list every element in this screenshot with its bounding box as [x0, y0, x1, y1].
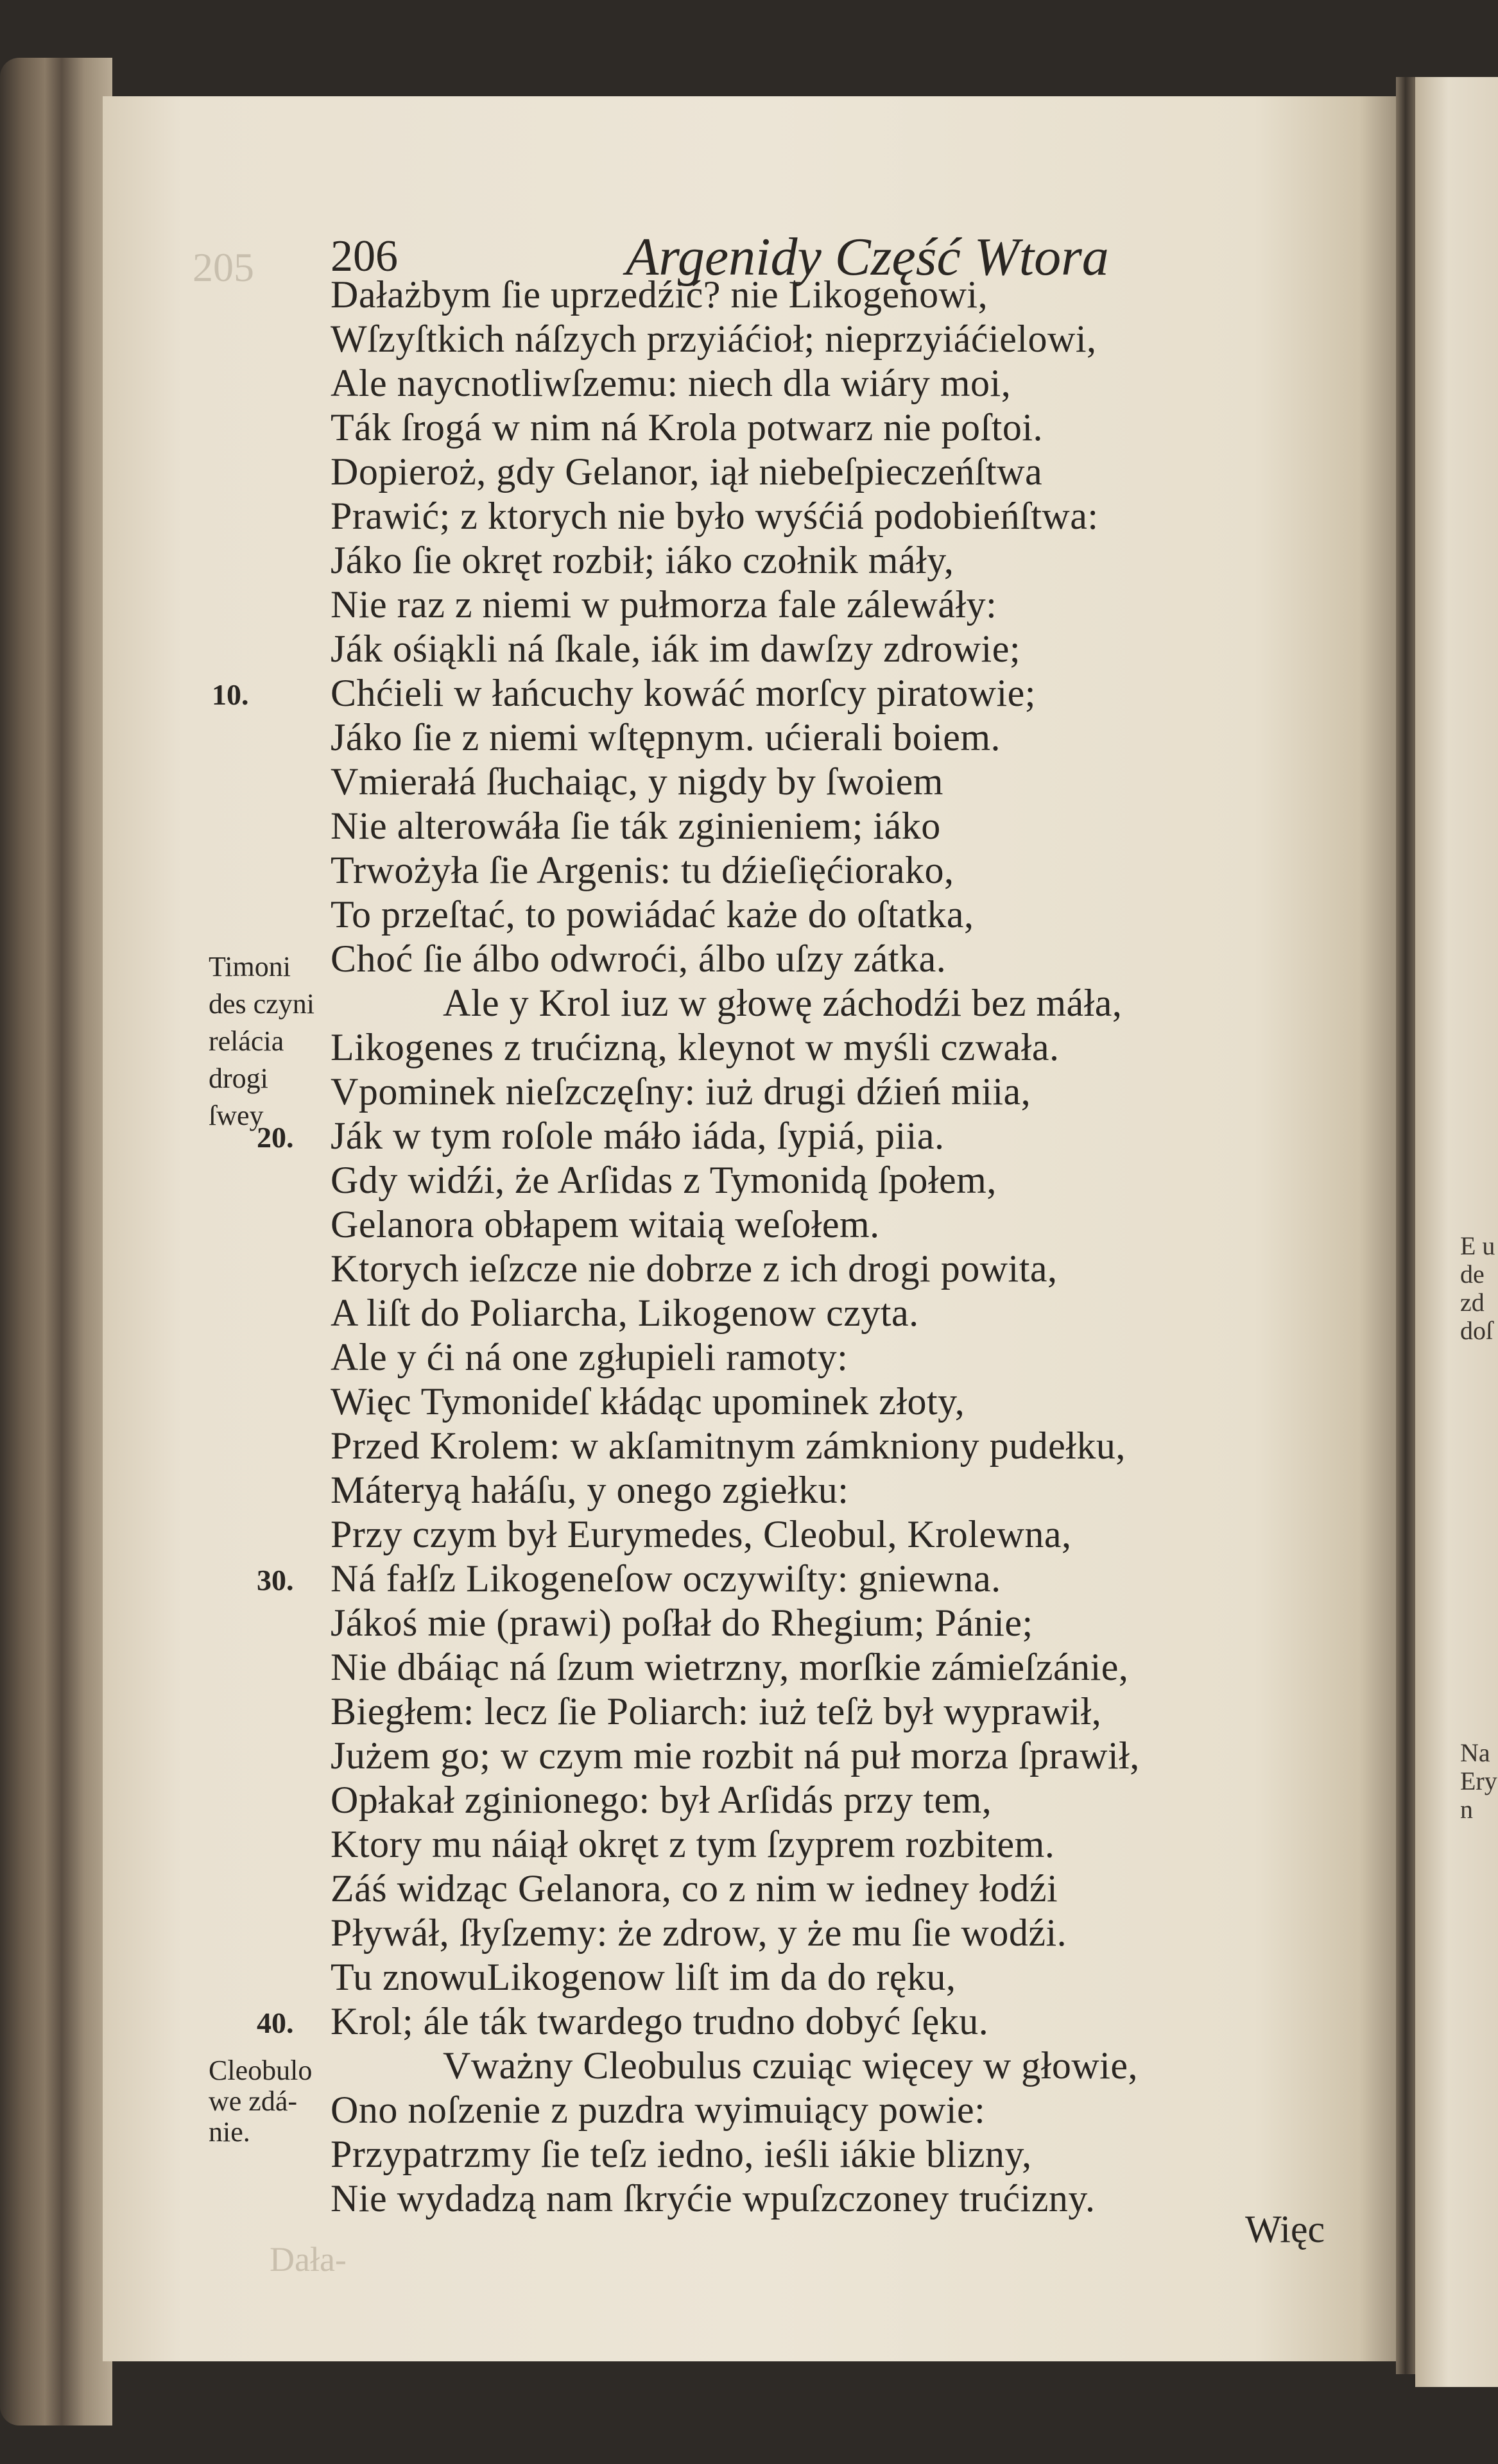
- verse-line: Przy czym był Eurymedes, Cleobul, Krolewna,: [331, 1513, 1072, 1555]
- verse-line: Jużem go; w czym mie rozbit ná puł morza ſprawił,: [331, 1734, 1140, 1777]
- catchword: Więc: [1245, 2208, 1325, 2250]
- verse-line: Wſzyſtkich náſzych przyiáćioł; nieprzyiáćielowi,: [331, 318, 1097, 360]
- verse-line: Nie alterowáła ſie ták zginieniem; iáko: [331, 805, 941, 847]
- show-through-catchword: Dała-: [270, 2240, 347, 2279]
- margin-note: Cleobulo we zdá- nie.: [209, 2055, 313, 2148]
- verse-line: Dałażbym ſie uprzedźić? nie Likogenowi,: [331, 273, 988, 316]
- verse-line: Nie raz z niemi w pułmorza fale zálewáły:: [331, 583, 997, 626]
- verse-line: To przeſtać, to powiádać każe do oſtatka,: [331, 893, 974, 936]
- page-number: 206: [331, 232, 398, 281]
- verse-line: Dopieroż, gdy Gelanor, iął niebeſpieczeńſtwa: [331, 450, 1043, 493]
- verse-line: Ale naycnotliwſzemu: niech dla wiáry moi,: [331, 362, 1012, 404]
- verse-line: Jáko ſie z niemi wſtępnym. ućierali boiem.: [331, 716, 1001, 758]
- line-number: 30.: [257, 1564, 294, 1596]
- verse-line: A liſt do Poliarcha, Likogenow czyta.: [331, 1292, 919, 1334]
- line-number: 20.: [257, 1121, 294, 1154]
- verse-line: Opłakał zginionego: był Arſidás przy tem,: [331, 1779, 992, 1821]
- verse-line: Choć ſie álbo odwroći, álbo uſzy zátka.: [331, 937, 947, 980]
- verse-line: Nie dbáiąc ná ſzum wietrzny, morſkie zámieſzánie,: [331, 1646, 1129, 1688]
- verse-line: Jáko ſie okręt rozbił; iáko czołnik máły,: [331, 539, 954, 581]
- book-gutter: [1396, 77, 1415, 2374]
- verse-line: Ná fałſz Likogeneſow oczywiſty: gniewna.: [331, 1557, 1001, 1600]
- verse-line: Vpominek nieſzczęſny: iuż drugi dźień miia,: [331, 1070, 1031, 1113]
- verse-line: Przed Krolem: w akſamitnym zámkniony pudełku,: [331, 1425, 1126, 1467]
- verse-line: Jákoś mie (prawi) poſłał do Rhegium; Pánie;: [331, 1602, 1033, 1644]
- line-number: 40.: [257, 2006, 294, 2039]
- verse-line: Záś widząc Gelanora, co z nim w iedney łodźi: [331, 1867, 1058, 1910]
- verse-line: Przypatrzmy ſie teſz iedno, ieśli iákie blizny,: [331, 2133, 1032, 2175]
- verse-line: Więc Tymonideſ kłádąc upominek złoty,: [331, 1380, 965, 1423]
- verse-line: Vmierałá ſłuchaiąc, y nigdy by ſwoiem: [331, 760, 943, 803]
- verse-line: Trwożyła ſie Argenis: tu dźieſięćiorako,: [331, 849, 954, 891]
- facing-page-fragment: Na Ery n: [1460, 1739, 1497, 1824]
- verse-line: Gdy widźi, że Arſidas z Tymonidą ſpołem,: [331, 1159, 997, 1201]
- verse-line: Pływáł, ſłyſzemy: że zdrow, y że mu ſie wodźi.: [331, 1912, 1067, 1954]
- verse-line: Biegłem: lecz ſie Poliarch: iuż teſż był wyprawił,: [331, 1690, 1102, 1733]
- verse-line: Ktory mu náiął okręt z tym ſzyprem rozbitem.: [331, 1823, 1055, 1865]
- verse-line: Ják ośiąkli ná ſkale, iák im dawſzy zdrowie;: [331, 628, 1021, 670]
- verse-line: Ale y ći ná one zgłupieli ramoty:: [331, 1336, 848, 1378]
- verse-line: Nie wydadzą nam ſkryćie wpuſzczoney trućizny.: [331, 2177, 1096, 2220]
- show-through-page-number: 205: [193, 244, 254, 290]
- verse-line: Gelanora obłapem witaią weſołem.: [331, 1203, 880, 1245]
- verse-line: Tu znowuLikogenow liſt im da do ręku,: [331, 1956, 956, 1998]
- running-title: Argenidy Część Wtora: [626, 227, 1109, 287]
- verse-line: Prawić; z ktorych nie było wyśćiá podobieńſtwa:: [331, 495, 1099, 537]
- verse-line: Vważny Cleobulus czuiąc więcey w głowie,: [443, 2044, 1138, 2087]
- verse-line: Likogenes z trućizną, kleynot w myśli czwała.: [331, 1026, 1060, 1068]
- verse-line: Chćieli w łańcuchy kowáć morſcy piratowie;: [331, 672, 1036, 714]
- verse-line: Máteryą hałáſu, y onego zgiełku:: [331, 1469, 849, 1511]
- margin-note: Timoni des czyni relácia drogi ſwey: [209, 951, 314, 1131]
- book-page-edges: [0, 58, 112, 2426]
- verse-line: Ták ſrogá w nim ná Krola potwarz nie poſtoi.: [331, 406, 1044, 449]
- facing-page-fragment: E u de zd doſ: [1460, 1232, 1495, 1345]
- verse-line: Ják w tym roſole máło iáda, ſypiá, piia.: [331, 1115, 945, 1157]
- line-number: 10.: [212, 678, 249, 711]
- verse-line: Krol; ále ták twardego trudno dobyć ſęku.: [331, 2000, 989, 2042]
- verse-line: Ono noſzenie z puzdra wyimuiący powie:: [331, 2089, 986, 2131]
- verse-line: Ale y Krol iuz w głowę záchodźi bez máła,: [443, 982, 1123, 1024]
- verse-line: Ktorych ieſzcze nie dobrze z ich drogi powita,: [331, 1247, 1058, 1290]
